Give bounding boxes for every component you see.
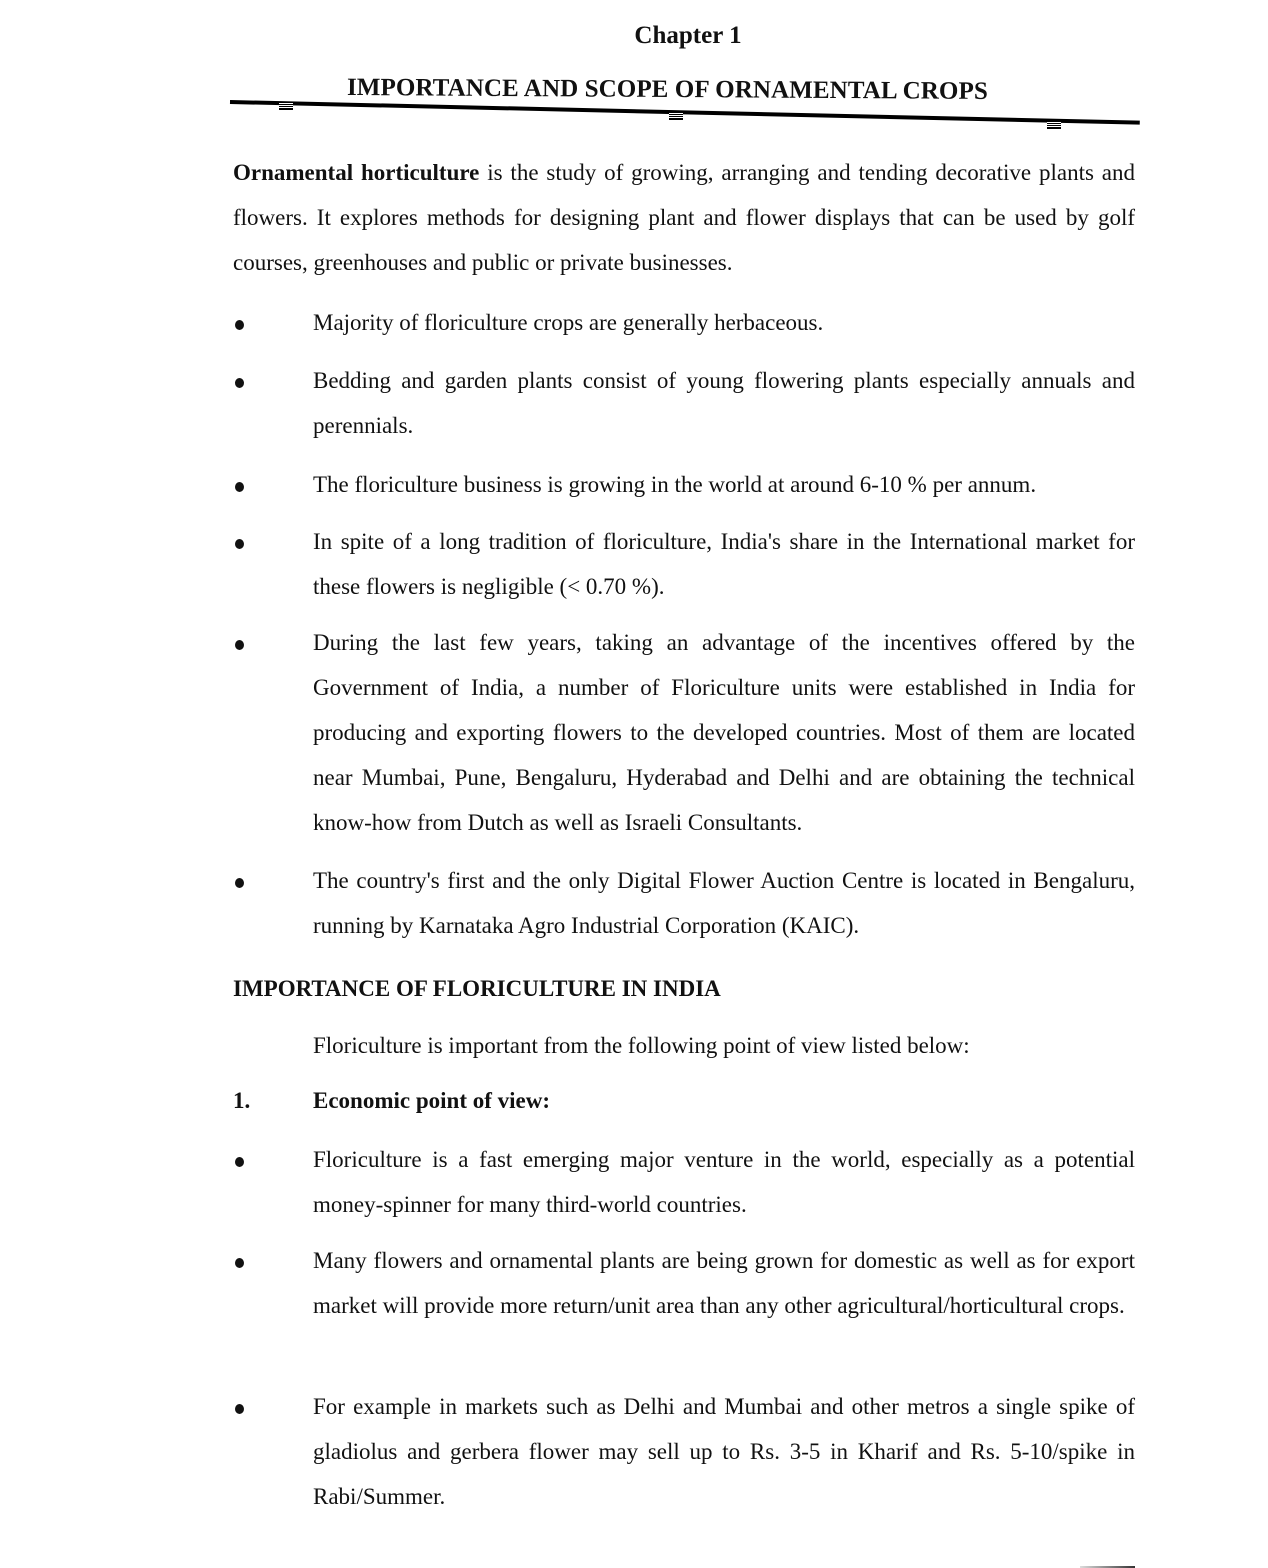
divider-mark bbox=[1047, 121, 1061, 129]
list-item-text: Many flowers and ornamental plants are being grown for domestic as well as for export market will provide more return/unit area than any other agricultural/horticultural crops. bbox=[313, 1248, 1135, 1318]
list-item-text: The country's first and the only Digital Flower Auction Centre is located in Bengaluru, running by Karnataka Agro Industrial Corporation (KAIC). bbox=[313, 868, 1135, 938]
bullet-icon bbox=[233, 358, 263, 403]
section-heading: IMPORTANCE OF FLORICULTURE IN INDIA bbox=[233, 976, 721, 1001]
bullet-icon bbox=[233, 1384, 263, 1429]
divider-mark bbox=[279, 102, 293, 110]
bullet-icon bbox=[233, 300, 263, 345]
chapter-label: Chapter 1 bbox=[634, 22, 742, 49]
bullet-icon bbox=[233, 1238, 263, 1283]
list-item-text: For example in markets such as Delhi and Mumbai and other metros a single spike of gladiolus and gerbera flower may sell up to Rs. 3-5 in Kharif and Rs. 5-10/spike in Rabi/Summer. bbox=[313, 1394, 1135, 1509]
bullet-icon bbox=[233, 519, 263, 564]
bullet-icon bbox=[233, 1137, 263, 1182]
chapter-title: IMPORTANCE AND SCOPE OF ORNAMENTAL CROPS bbox=[346, 74, 988, 105]
intro-paragraph bbox=[233, 150, 1135, 285]
subsection-number: 1. bbox=[233, 1088, 251, 1113]
list-item-text: During the last few years, taking an advantage of the incentives offered by the Government of India, a number of Floriculture units were established in India for producing and exporting flowers to the developed countries. Most of them are located near Mumbai, Pune, Bengaluru, Hyderabad and Delhi and are obtaining the technical know-how from Dutch as well as Israeli Consultants. bbox=[313, 630, 1135, 835]
divider-mark bbox=[669, 112, 683, 120]
list-item-text: The floriculture business is growing in the world at around 6-10 % per annum. bbox=[313, 472, 1037, 497]
list-item-text: In spite of a long tradition of floriculture, India's share in the International market for these flowers is negligible (< 0.70 %). bbox=[313, 529, 1135, 599]
list-item-text: Bedding and garden plants consist of young flowering plants especially annuals and perennials. bbox=[313, 368, 1135, 438]
bullet-icon bbox=[233, 462, 263, 507]
intro-bold-term: Ornamental horticulture bbox=[233, 160, 480, 185]
bullet-icon bbox=[233, 620, 263, 665]
intro-text: is the study of growing, arranging and tending decorative plants and flowers. It explores methods for designing plant and flower displays that can be used by golf courses, greenhouses and public or private businesses. bbox=[233, 160, 1135, 275]
section-intro: Floriculture is important from the following point of view listed below: bbox=[313, 1033, 970, 1058]
list-item-text: Majority of floriculture crops are generally herbaceous. bbox=[313, 310, 824, 335]
list-item-text: Floriculture is a fast emerging major venture in the world, especially as a potential money-spinner for many third-world countries. bbox=[313, 1147, 1135, 1217]
subsection-label: Economic point of view: bbox=[313, 1088, 551, 1113]
bullet-icon bbox=[233, 858, 263, 903]
